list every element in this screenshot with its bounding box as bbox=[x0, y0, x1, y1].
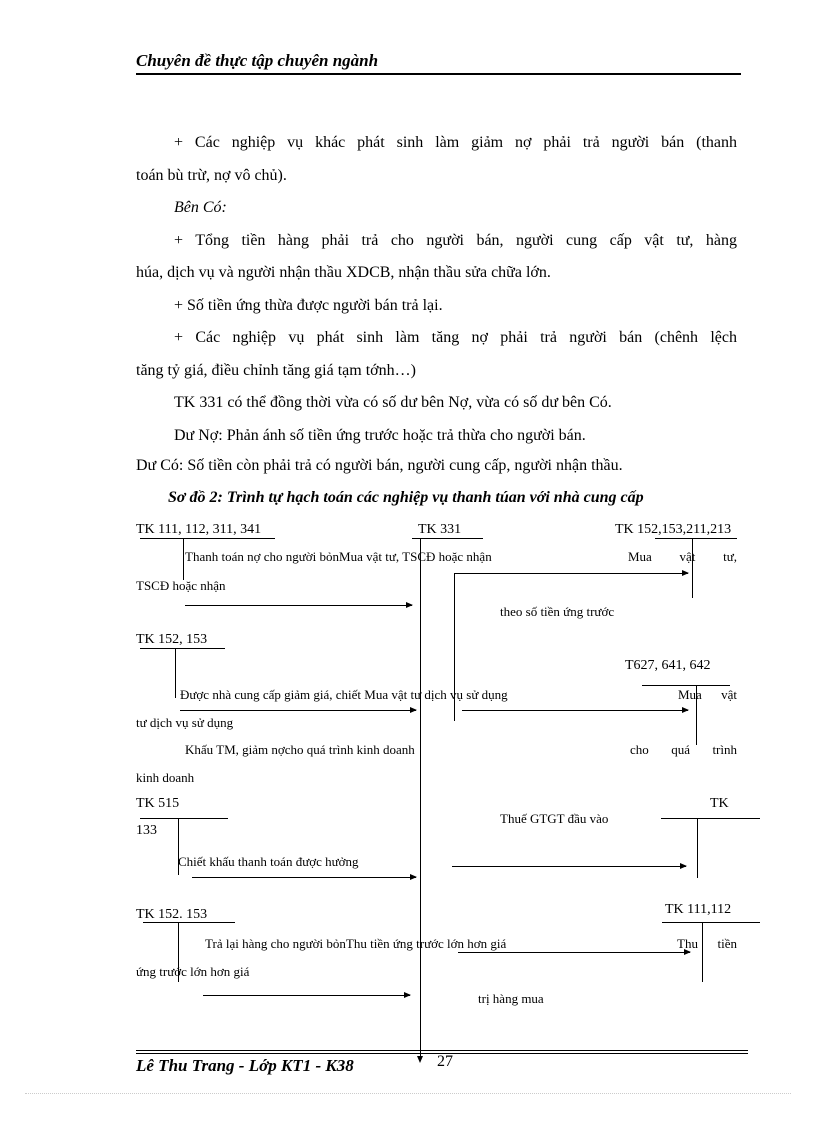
t-account-top bbox=[140, 538, 275, 539]
entry-text: Chiết khấu thanh toán được hưởng bbox=[178, 854, 359, 869]
t-account-stem bbox=[702, 922, 703, 982]
account-label: TK 111,112 bbox=[665, 902, 732, 917]
entry-text: Mua vật tư, bbox=[628, 549, 737, 564]
entry-text: Thu tiền bbox=[677, 936, 737, 951]
flow-arrow bbox=[192, 877, 416, 878]
page-edge bbox=[25, 1093, 791, 1094]
flow-arrow bbox=[180, 710, 416, 711]
paragraph-line: + Số tiền ứng thừa được người bán trả lại. bbox=[174, 297, 443, 314]
entry-text: Thanh toán nợ cho người bỏnMua vật tư, TSCĐ hoặc nhận bbox=[185, 549, 492, 564]
account-label: TK 111, 112, 311, 341 bbox=[136, 522, 262, 537]
paragraph-line: Dư Nợ: Phản ánh số tiền ứng trước hoặc trả thừa cho người bán. bbox=[174, 427, 586, 444]
footer-rule bbox=[136, 1050, 748, 1051]
main-account-stem bbox=[420, 538, 421, 1058]
t-account-top bbox=[661, 818, 760, 819]
account-label: TK 515 bbox=[136, 796, 180, 811]
entry-text: cho quá trình bbox=[630, 742, 737, 757]
account-label: T627, 641, 642 bbox=[625, 658, 711, 673]
entry-text: Khấu TM, giảm nợcho quá trình kinh doanh bbox=[185, 742, 415, 757]
t-account-top bbox=[662, 922, 760, 923]
entry-text: tư dịch vụ sử dụng bbox=[136, 715, 234, 730]
t-account-stem bbox=[183, 538, 184, 580]
flow-arrow bbox=[203, 995, 410, 996]
t-account-stem bbox=[175, 648, 176, 698]
flow-arrow bbox=[458, 952, 690, 953]
account-label: TK 331 bbox=[418, 522, 462, 537]
t-account-top bbox=[140, 818, 228, 819]
t-account-stem bbox=[692, 538, 693, 598]
paragraph-line: tăng tỷ giá, điều chỉnh tăng giá tạm tớnh…) bbox=[136, 362, 416, 379]
entry-text: theo số tiền ứng trước bbox=[500, 604, 615, 619]
t-account-top bbox=[412, 538, 483, 539]
paragraph-line: Dư Có: Số tiền còn phải trả có người bán, người cung cấp, người nhận thầu. bbox=[136, 457, 623, 474]
account-label: TK 152, 153 bbox=[136, 632, 208, 647]
paragraph-line: toán bù trừ, nợ vô chủ). bbox=[136, 167, 287, 184]
t-account-top bbox=[655, 538, 737, 539]
t-account-top bbox=[143, 922, 235, 923]
entry-text: Mua vật bbox=[678, 687, 737, 702]
entry-text: TSCĐ hoặc nhận bbox=[136, 578, 226, 593]
flow-arrow bbox=[454, 573, 688, 574]
t-account-stem bbox=[697, 818, 698, 878]
paragraph-line: húa, dịch vụ và người nhận thầu XDCB, nhận thầu sửa chữa lớn. bbox=[136, 264, 551, 281]
entry-text: Thuế GTGT đầu vào bbox=[500, 811, 609, 826]
entry-text: kinh doanh bbox=[136, 770, 195, 785]
paragraph-line: + Tổng tiền hàng phải trả cho người bán, người cung cấp vật tư, hàng bbox=[174, 232, 737, 249]
header-rule bbox=[136, 73, 741, 75]
flow-arrow bbox=[452, 866, 686, 867]
entry-text: trị hàng mua bbox=[478, 991, 544, 1006]
account-label: TK bbox=[710, 796, 729, 811]
flow-arrow bbox=[185, 605, 412, 606]
paragraph-line: TK 331 có thể đồng thời vừa có số dư bên Nợ, vừa có số dư bên Có. bbox=[174, 394, 612, 411]
paragraph-line: + Các nghiệp vụ phát sinh làm tăng nợ phải trả người bán (chênh lệch bbox=[174, 329, 737, 346]
entry-text: Được nhà cung cấp giảm giá, chiết Mua vật tư dịch vụ sử dụng bbox=[180, 687, 508, 702]
entry-text: ứng trước lớn hơn giá bbox=[136, 964, 250, 979]
entry-text: Trả lại hàng cho người bỏnThu tiền ứng trước lớn hơn giá bbox=[205, 936, 507, 951]
t-account-top bbox=[642, 685, 730, 686]
arrow-down-icon bbox=[417, 1056, 423, 1063]
account-label: 133 bbox=[136, 823, 157, 838]
header-title: Chuyên đề thực tập chuyên ngành bbox=[136, 51, 379, 70]
footer-author: Lê Thu Trang - Lớp KT1 - K38 bbox=[136, 1056, 354, 1075]
flow-arrow bbox=[462, 710, 688, 711]
paragraph-line: + Các nghiệp vụ khác phát sinh làm giảm nợ phải trả người bán (thanh bbox=[174, 134, 737, 151]
account-label: TK 152. 153 bbox=[136, 907, 208, 922]
t-account-top bbox=[140, 648, 225, 649]
account-label: TK 152,153,211,213 bbox=[615, 522, 732, 537]
page-number: 27 bbox=[437, 1053, 453, 1070]
diagram-title: Sơ đồ 2: Trình tự hạch toán các nghiệp vụ thanh túan với nhà cung cấp bbox=[168, 489, 644, 506]
section-label: Bên Có: bbox=[174, 199, 227, 216]
